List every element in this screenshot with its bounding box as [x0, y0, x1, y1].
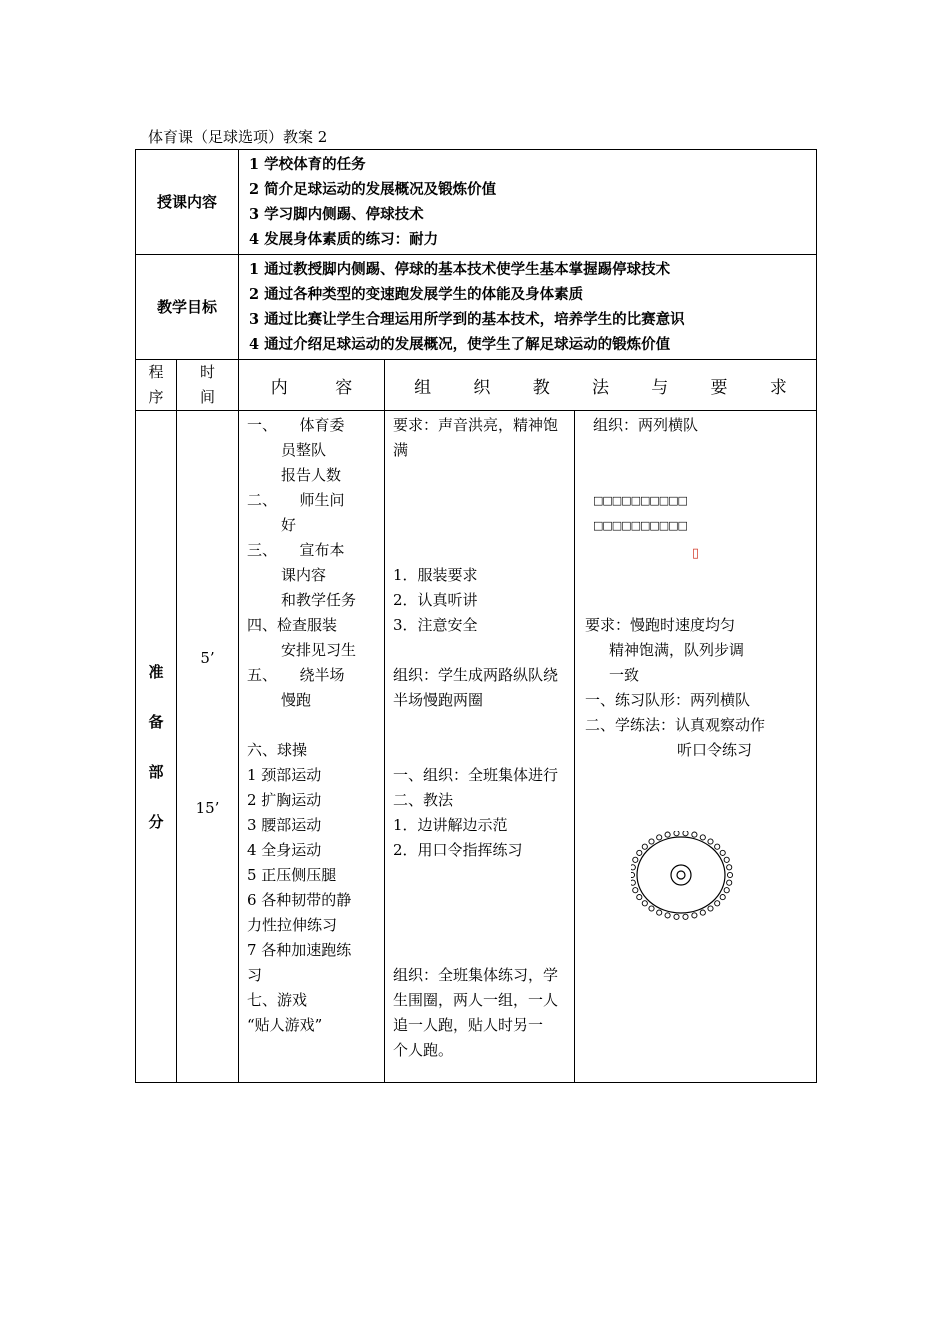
header-char: 法 — [591, 377, 609, 398]
header-content-text — [239, 373, 384, 398]
student-marker — [633, 888, 638, 893]
lesson-plan-table — [135, 149, 817, 1083]
text-line — [393, 863, 568, 888]
text-line: 4 全身运动 — [247, 841, 322, 859]
student-marker — [720, 850, 725, 855]
teaching-content-item: 2 简介足球运动的发展概况及锻炼价值 — [249, 181, 497, 198]
header-method — [385, 360, 817, 411]
teaching-goals-list — [239, 255, 817, 360]
student-marker — [708, 906, 713, 911]
header-char: 教 — [532, 377, 550, 398]
student-ring — [631, 831, 733, 919]
teaching-content-list — [239, 150, 817, 255]
student-marker — [657, 835, 662, 840]
time-value: 5’ — [200, 649, 215, 667]
student-marker — [692, 832, 697, 837]
text-line: 听口令练习 — [677, 741, 753, 759]
student-marker — [665, 913, 670, 918]
student-marker — [649, 839, 654, 844]
student-marker — [674, 914, 679, 919]
text-line: 半场慢跑两圈 — [393, 691, 484, 709]
time-cell — [177, 411, 239, 1083]
student-marker — [715, 844, 720, 849]
student-marker — [637, 895, 642, 900]
teaching-goal-item: 2 通过各种类型的变速跑发展学生的体能及身体素质 — [249, 286, 584, 303]
text-line: 四、检查服装 — [247, 616, 338, 634]
text-line: “贴人游戏” — [247, 1016, 323, 1034]
text-line: 1 颈部运动 — [247, 766, 322, 784]
teaching-content-label: 授课内容 — [136, 150, 239, 255]
text-line: 二、学练法：认真观察动作 — [585, 716, 766, 734]
text-line: 二、 师生问 — [247, 491, 345, 509]
student-marker — [700, 835, 705, 840]
text-line: 员整队 — [281, 441, 327, 459]
text-line: 要求：声音洪亮，精神饱 — [393, 416, 559, 434]
text-line: 安排见习生 — [281, 641, 357, 659]
student-marker — [683, 914, 688, 919]
section-label-char: 准 — [148, 662, 164, 681]
text-line — [593, 563, 812, 588]
student-marker — [657, 910, 662, 915]
teacher-position-mark: ▯ — [691, 546, 700, 561]
text-line — [593, 463, 812, 488]
student-marker — [637, 850, 642, 855]
time-value: 15’ — [195, 799, 220, 817]
student-marker — [724, 888, 729, 893]
text-line: 1．服装要求 — [393, 566, 478, 584]
circle-formation-diagram — [631, 831, 741, 921]
student-marker — [727, 880, 732, 885]
header-content — [239, 360, 385, 411]
document-title: 体育课（足球选项）教案 2 — [148, 128, 328, 146]
student-marker — [727, 865, 732, 870]
section-label — [136, 411, 177, 1083]
text-line: 个人跑。 — [393, 1041, 454, 1059]
text-line: 1．边讲解边示范 — [393, 816, 508, 834]
student-marker — [631, 872, 635, 877]
student-marker — [633, 857, 638, 862]
text-line: □□□□□□□□□□ — [593, 519, 687, 532]
text-line — [393, 888, 568, 913]
text-line: 7 各种加速跑练 — [247, 941, 352, 959]
header-char: 与 — [651, 377, 669, 398]
text-line: 报告人数 — [281, 466, 342, 484]
text-line: 2．用口令指挥练习 — [393, 841, 523, 859]
student-marker — [631, 865, 635, 870]
text-line — [593, 588, 812, 613]
student-marker — [724, 857, 729, 862]
text-line: 一致 — [609, 666, 640, 684]
student-marker — [649, 906, 654, 911]
teaching-goal-item: 3 通过比赛让学生合理运用所学到的基本技术，培养学生的比赛意识 — [249, 311, 685, 328]
text-line: 2 扩胸运动 — [247, 791, 322, 809]
section-label-char: 部 — [148, 762, 164, 781]
text-line — [393, 463, 568, 488]
student-marker — [665, 832, 670, 837]
ball-inner — [677, 871, 685, 879]
text-line: 一、练习队形：两列横队 — [585, 691, 751, 709]
text-line: 生围圈，两人一组，一人 — [393, 991, 559, 1009]
text-line — [593, 438, 812, 463]
text-line — [393, 913, 568, 938]
text-line: 组织：两列横队 — [593, 416, 699, 434]
student-marker — [700, 910, 705, 915]
section-label-char: 备 — [148, 712, 164, 731]
text-line: 六、球操 — [247, 741, 308, 759]
text-line: 2．认真听讲 — [393, 591, 478, 609]
text-line: 习 — [247, 966, 263, 984]
text-line: 5 正压侧压腿 — [247, 866, 337, 884]
student-marker — [631, 880, 635, 885]
header-char: 内 — [270, 377, 288, 398]
header-time: 时间 — [177, 360, 239, 411]
teaching-goals-label: 教学目标 — [136, 255, 239, 360]
section-label-char: 分 — [148, 812, 164, 831]
teaching-content-item: 1 学校体育的任务 — [249, 156, 366, 173]
text-line: 6 各种韧带的静 — [247, 891, 352, 909]
text-line: 组织：全班集体练习，学 — [393, 966, 559, 984]
ball-outer — [671, 865, 691, 885]
header-method-text — [385, 373, 816, 398]
organization-cell — [575, 411, 817, 1083]
student-marker — [642, 901, 647, 906]
text-line: 组织：学生成两路纵队绕 — [393, 666, 559, 684]
text-line: 七、游戏 — [247, 991, 308, 1009]
text-line: 一、组织：全班集体进行 — [393, 766, 559, 784]
text-line: 力性拉伸练习 — [247, 916, 338, 934]
text-line — [393, 538, 568, 563]
text-line: 追一人跑，贴人时另一 — [393, 1016, 544, 1034]
student-marker — [708, 839, 713, 844]
text-line — [393, 738, 568, 763]
text-line: 课内容 — [281, 566, 327, 584]
text-line: 3 腰部运动 — [247, 816, 322, 834]
text-line: 和教学任务 — [281, 591, 357, 609]
header-char: 求 — [769, 377, 787, 398]
text-line: 3．注意安全 — [393, 616, 478, 634]
student-marker — [674, 831, 679, 836]
student-marker — [727, 872, 732, 877]
student-marker — [642, 844, 647, 849]
text-line: 慢跑 — [281, 691, 312, 709]
student-marker — [720, 895, 725, 900]
text-line: 五、 绕半场 — [247, 666, 345, 684]
header-char: 容 — [335, 377, 353, 398]
text-line: 满 — [393, 441, 409, 459]
text-line: 要求：慢跑时速度均匀 — [585, 616, 736, 634]
text-line: 精神饱满，队列步调 — [609, 641, 745, 659]
teaching-content-item: 3 学习脚内侧踢、停球技术 — [249, 206, 424, 223]
header-char: 要 — [710, 377, 728, 398]
teaching-goal-item: 1 通过教授脚内侧踢、停球的基本技术使学生基本掌握踢停球技术 — [249, 261, 671, 278]
student-marker — [692, 913, 697, 918]
student-marker — [715, 901, 720, 906]
text-line: 二、教法 — [393, 791, 454, 809]
header-char: 组 — [414, 377, 432, 398]
teaching-content-item: 4 发展身体素质的练习：耐力 — [249, 231, 439, 248]
text-line — [393, 713, 568, 738]
text-line — [393, 638, 568, 663]
text-line — [393, 488, 568, 513]
text-line: 三、 宣布本 — [247, 541, 345, 559]
text-line: 好 — [281, 516, 297, 534]
field-circle — [637, 837, 725, 913]
text-line — [393, 938, 568, 963]
text-line — [247, 713, 378, 738]
method-cell — [385, 411, 575, 1083]
content-cell — [239, 411, 385, 1083]
text-line: 一、 体育委 — [247, 416, 345, 434]
text-line — [393, 513, 568, 538]
header-char: 织 — [473, 377, 491, 398]
student-marker — [683, 831, 688, 836]
header-sequence: 程序 — [136, 360, 177, 411]
text-line: □□□□□□□□□□ — [593, 494, 687, 507]
teaching-goal-item: 4 通过介绍足球运动的发展概况，使学生了解足球运动的锻炼价值 — [249, 336, 671, 353]
